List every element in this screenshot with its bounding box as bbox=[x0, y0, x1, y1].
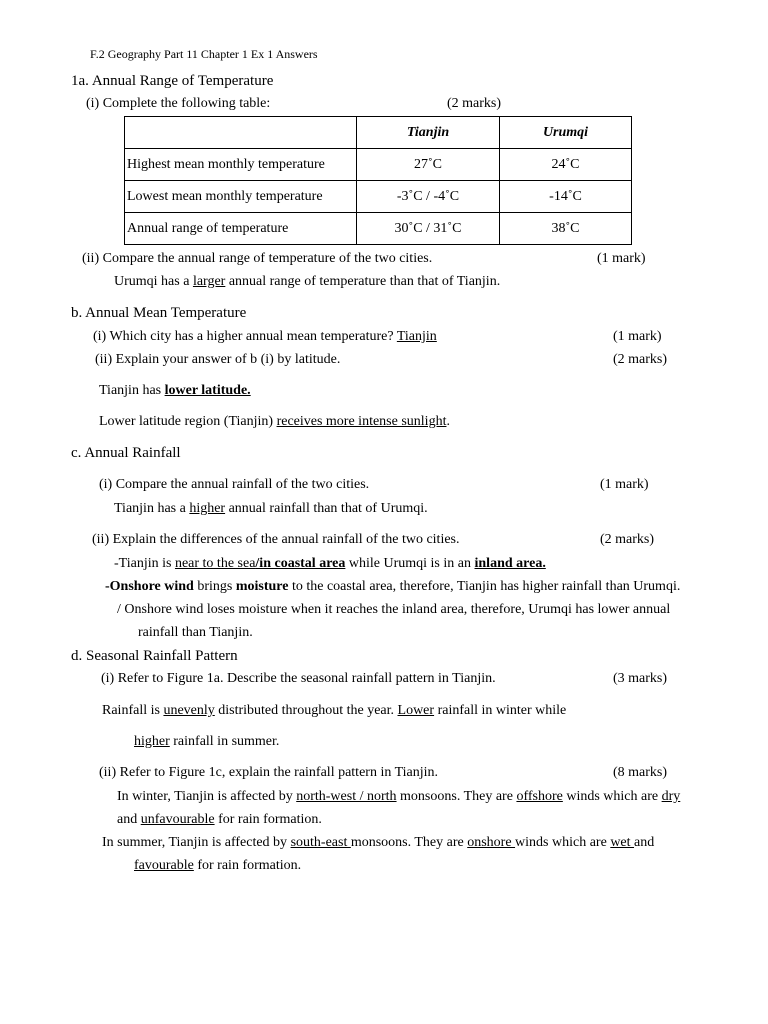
qc-i-answer: Tianjin has a higher annual rainfall than that of Urumqi. bbox=[114, 501, 428, 516]
qc-answer-4: rainfall than Tianjin. bbox=[138, 625, 253, 640]
q1a-ii-answer: Urumqi has a larger annual range of temperature than that of Tianjin. bbox=[114, 274, 501, 289]
q1a-ii-prompt: (ii) Compare the annual range of temperature of the two cities. bbox=[82, 251, 433, 266]
qb-answer-1: Tianjin has lower latitude. bbox=[99, 383, 251, 398]
table-row bbox=[125, 149, 632, 181]
temperature-table bbox=[124, 116, 632, 245]
qb-i-marks: (1 mark) bbox=[613, 329, 662, 344]
page-header: F.2 Geography Part 11 Chapter 1 Ex 1 Answers bbox=[90, 47, 318, 61]
table-cell: Highest mean monthly temperature bbox=[125, 149, 357, 181]
qc-i-prompt: (i) Compare the annual rainfall of the two cities. bbox=[99, 477, 370, 492]
qc-ii-marks: (2 marks) bbox=[600, 532, 655, 547]
qb-i-prompt: (i) Which city has a higher annual mean temperature? Tianjin bbox=[93, 329, 437, 344]
qb-answer-2: Lower latitude region (Tianjin) receives more intense sunlight. bbox=[99, 414, 450, 429]
qd-i-prompt: (i) Refer to Figure 1a. Describe the seasonal rainfall pattern in Tianjin. bbox=[101, 671, 496, 686]
qd-i-answer-2: higher rainfall in summer. bbox=[134, 734, 280, 749]
qc-answer-3: / Onshore wind loses moisture when it reaches the inland area, therefore, Urumqi has lower annual bbox=[117, 602, 671, 617]
table-row bbox=[125, 213, 632, 245]
table-row bbox=[125, 181, 632, 213]
section-1a-title: 1a. Annual Range of Temperature bbox=[71, 73, 274, 89]
table-cell: Annual range of temperature bbox=[125, 213, 357, 245]
table-header-cell: Tianjin bbox=[357, 117, 500, 149]
q1a-i-marks: (2 marks) bbox=[447, 96, 502, 111]
qd-ii-answer-3: In summer, Tianjin is affected by south-east monsoons. They are onshore winds which are wet and bbox=[102, 835, 655, 850]
table-header-row bbox=[125, 117, 632, 149]
table-cell: 27˚C bbox=[357, 149, 500, 181]
table-cell: -3˚C / -4˚C bbox=[357, 181, 500, 213]
table-cell: 38˚C bbox=[500, 213, 632, 245]
table-cell: 24˚C bbox=[500, 149, 632, 181]
qd-ii-prompt: (ii) Refer to Figure 1c, explain the rainfall pattern in Tianjin. bbox=[99, 765, 439, 780]
qd-ii-answer-2: and unfavourable for rain formation. bbox=[117, 812, 322, 827]
qb-ii-marks: (2 marks) bbox=[613, 352, 668, 367]
q1a-i-prompt: (i) Complete the following table: bbox=[86, 96, 271, 111]
qc-ii-prompt: (ii) Explain the differences of the annual rainfall of the two cities. bbox=[92, 532, 460, 547]
qc-answer-1: -Tianjin is near to the sea/in coastal area while Urumqi is in an inland area. bbox=[114, 556, 546, 571]
qc-i-marks: (1 mark) bbox=[600, 477, 649, 492]
table-cell: 30˚C / 31˚C bbox=[357, 213, 500, 245]
section-c-title: c. Annual Rainfall bbox=[71, 445, 181, 461]
q1a-ii-marks: (1 mark) bbox=[597, 251, 646, 266]
qb-ii-prompt: (ii) Explain your answer of b (i) by latitude. bbox=[95, 352, 341, 367]
table-cell: Lowest mean monthly temperature bbox=[125, 181, 357, 213]
qd-i-answer-1: Rainfall is unevenly distributed throughout the year. Lower rainfall in winter while bbox=[102, 703, 567, 718]
section-b-title: b. Annual Mean Temperature bbox=[71, 305, 247, 321]
qd-i-marks: (3 marks) bbox=[613, 671, 668, 686]
qd-ii-marks: (8 marks) bbox=[613, 765, 668, 780]
qc-answer-2: -Onshore wind brings moisture to the coastal area, therefore, Tianjin has higher rainfall than Urumqi. bbox=[105, 579, 681, 594]
section-d-title: d. Seasonal Rainfall Pattern bbox=[71, 648, 238, 664]
qd-ii-answer-4: favourable for rain formation. bbox=[134, 858, 302, 873]
table-header-cell bbox=[125, 117, 357, 149]
table-cell: -14˚C bbox=[500, 181, 632, 213]
table-header-cell: Urumqi bbox=[500, 117, 632, 149]
qd-ii-answer-1: In winter, Tianjin is affected by north-west / north monsoons. They are offshore winds which are dry bbox=[117, 789, 681, 804]
